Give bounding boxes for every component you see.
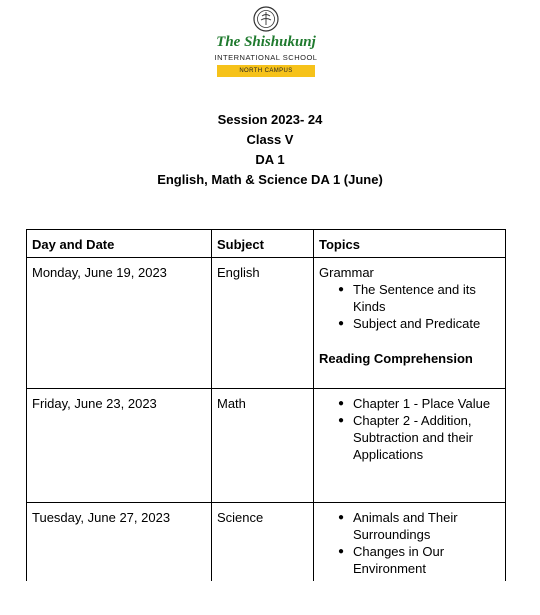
table-row (27, 389, 506, 503)
table-header-row (27, 230, 506, 258)
topic-item: ● Changes in Our Environment (319, 543, 501, 577)
header-day-date: Day and Date (27, 230, 212, 258)
topic-item: ● Subject and Predicate (319, 315, 501, 332)
topic-item: ● Chapter 2 - Addition, Subtraction and their Applications (319, 412, 501, 463)
topic-heading: Reading Comprehension (319, 351, 473, 366)
row-subject: Math (212, 389, 314, 503)
schedule-table (26, 229, 506, 581)
topic-item: ● Animals and Their Surroundings (319, 509, 501, 543)
row-date: Tuesday, June 27, 2023 (27, 503, 212, 582)
row-subject: English (212, 258, 314, 389)
row-date: Friday, June 23, 2023 (27, 389, 212, 503)
row-topics (314, 258, 506, 389)
table-row (27, 258, 506, 389)
school-subtitle: INTERNATIONAL SCHOOL (214, 53, 318, 62)
header-topics: Topics (314, 230, 506, 258)
row-subject: Science (212, 503, 314, 582)
da-heading: DA 1 (255, 152, 285, 167)
exam-title: English, Math & Science DA 1 (June) (157, 172, 383, 187)
topic-item: ● The Sentence and its Kinds (319, 281, 501, 315)
school-emblem-icon (253, 6, 279, 32)
row-topics (314, 389, 506, 503)
topic-item: ● Chapter 1 - Place Value (319, 395, 501, 412)
class-heading: Class V (246, 132, 294, 147)
table-row (27, 503, 506, 582)
campus-banner: NORTH CAMPUS (217, 65, 315, 77)
row-topics (314, 503, 506, 582)
row-date: Monday, June 19, 2023 (27, 258, 212, 389)
header-subject: Subject (212, 230, 314, 258)
session-heading: Session 2023- 24 (217, 112, 323, 127)
school-name: The Shishukunj (216, 34, 316, 50)
topic-heading: Grammar (319, 265, 374, 280)
school-logo (212, 6, 320, 102)
